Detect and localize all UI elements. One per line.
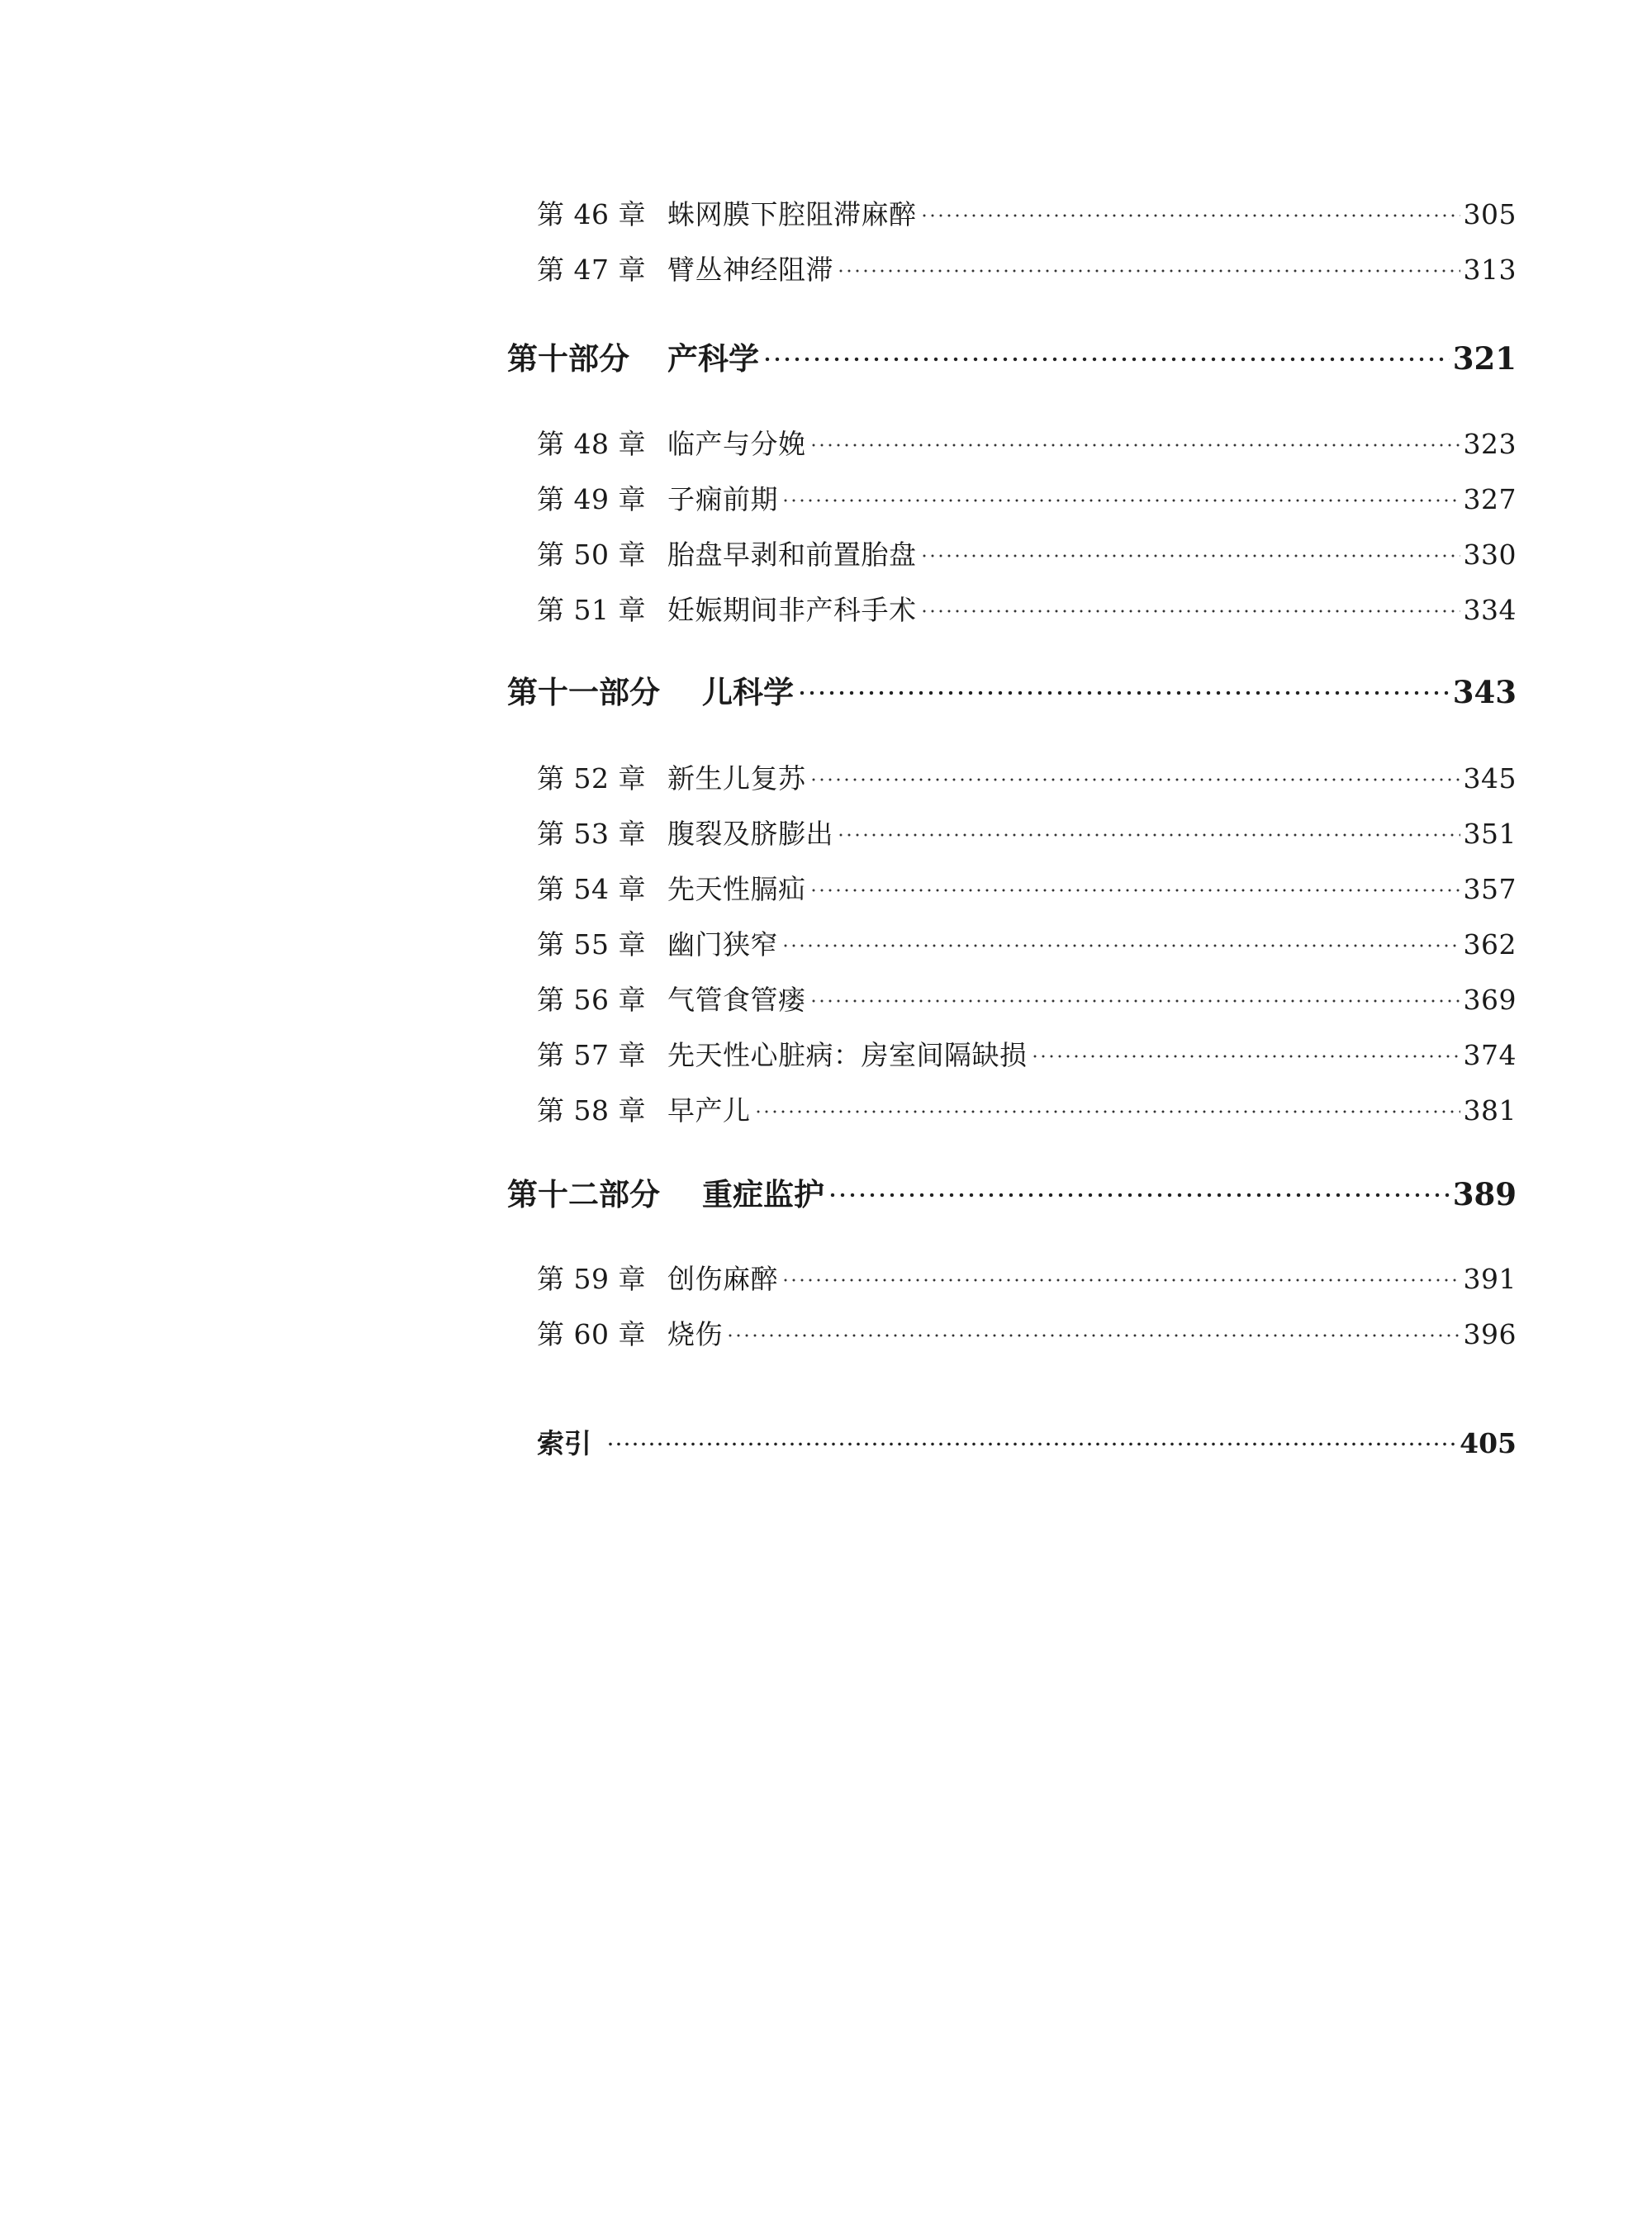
chapter-number: 第 51 章: [537, 594, 646, 626]
dot-leader: [1031, 1055, 1460, 1058]
dot-leader: [754, 1110, 1460, 1113]
page-number: 357: [1463, 873, 1517, 905]
toc-chapter-row[interactable]: [537, 193, 1517, 232]
chapter-title: 臂丛神经阻滞: [667, 254, 833, 286]
page-number: 362: [1463, 928, 1517, 961]
part-number: 第十部分: [507, 341, 629, 377]
toc-chapter-row[interactable]: [537, 249, 1517, 287]
toc-chapter-row[interactable]: [537, 478, 1517, 517]
chapter-number: 第 55 章: [537, 928, 646, 961]
toc-chapter-row[interactable]: [537, 868, 1517, 907]
chapter-title: 临产与分娩: [667, 428, 806, 460]
page-number: 313: [1463, 254, 1517, 286]
part-number: 第十一部分: [507, 675, 660, 710]
toc-part-row[interactable]: [507, 334, 1517, 378]
chapter-number: 第 50 章: [537, 538, 646, 571]
dot-leader: [920, 610, 1460, 613]
part-title: 儿科学: [702, 675, 794, 710]
chapter-title: 子痫前期: [667, 483, 778, 515]
dot-leader: [781, 1279, 1460, 1282]
dot-leader: [809, 778, 1460, 781]
page-number: 389: [1452, 1176, 1517, 1212]
chapter-number: 第 58 章: [537, 1094, 646, 1127]
chapter-number: 第 54 章: [537, 873, 646, 905]
chapter-title: 先天性膈疝: [667, 873, 806, 905]
part-title: 重症监护: [702, 1177, 824, 1212]
page-number: 330: [1463, 538, 1517, 571]
page-number: 321: [1452, 340, 1517, 377]
toc-chapter-row[interactable]: [537, 589, 1517, 628]
page-number: 323: [1463, 428, 1517, 460]
page-number: 343: [1452, 674, 1517, 710]
toc-chapter-row[interactable]: [537, 534, 1517, 572]
part-title: 产科学: [667, 341, 759, 377]
chapter-number: 第 49 章: [537, 483, 646, 515]
dot-leader: [837, 833, 1460, 837]
chapter-title: 幽门狭窄: [667, 928, 778, 961]
chapter-title: 妊娠期间非产科手术: [667, 594, 917, 626]
chapter-title: 蛛网膜下腔阻滞麻醉: [667, 198, 917, 230]
dot-leader: [920, 554, 1460, 557]
dot-leader: [797, 690, 1450, 695]
chapter-title: 气管食管瘘: [667, 984, 806, 1016]
page-number: 327: [1463, 483, 1517, 515]
index-title: 索引: [537, 1427, 591, 1459]
page-number: 345: [1463, 762, 1517, 795]
chapter-number: 第 48 章: [537, 428, 646, 460]
chapter-number: 第 56 章: [537, 984, 646, 1016]
dot-leader: [837, 269, 1460, 273]
dot-leader: [809, 444, 1460, 447]
toc-chapter-row[interactable]: [537, 1034, 1517, 1073]
chapter-number: 第 47 章: [537, 254, 646, 286]
toc-chapter-row[interactable]: [537, 1089, 1517, 1128]
toc-chapter-row[interactable]: [537, 813, 1517, 852]
toc-chapter-row[interactable]: [537, 979, 1517, 1018]
chapter-number: 第 46 章: [537, 198, 646, 230]
page-number: 305: [1463, 198, 1517, 230]
page-number: 405: [1460, 1427, 1517, 1459]
chapter-number: 第 59 章: [537, 1263, 646, 1295]
page-number: 391: [1463, 1263, 1517, 1295]
page-number: 369: [1463, 984, 1517, 1016]
chapter-title: 胎盘早剥和前置胎盘: [667, 538, 917, 571]
dot-leader: [762, 357, 1450, 362]
toc-part-row[interactable]: [507, 1169, 1517, 1214]
page-number: 334: [1463, 594, 1517, 626]
chapter-number: 第 53 章: [537, 818, 646, 850]
dot-leader: [726, 1334, 1460, 1337]
toc-chapter-row[interactable]: [537, 757, 1517, 796]
dot-leader: [781, 499, 1460, 502]
dot-leader: [809, 889, 1460, 892]
dot-leader: [606, 1442, 1456, 1446]
page-number: 351: [1463, 818, 1517, 850]
chapter-number: 第 52 章: [537, 762, 646, 795]
part-number: 第十二部分: [507, 1177, 660, 1212]
toc-chapter-row[interactable]: [537, 423, 1517, 462]
chapter-title: 腹裂及脐膨出: [667, 818, 833, 850]
toc-index-row[interactable]: [537, 1422, 1517, 1461]
dot-leader: [781, 944, 1460, 947]
chapter-title: 先天性心脏病：房室间隔缺损: [667, 1039, 1028, 1071]
dot-leader: [809, 999, 1460, 1003]
chapter-title: 早产儿: [667, 1094, 751, 1127]
dot-leader: [920, 214, 1460, 217]
dot-leader: [828, 1193, 1450, 1198]
chapter-title: 烧伤: [667, 1318, 723, 1350]
toc-chapter-row[interactable]: [537, 1258, 1517, 1297]
chapter-title: 创伤麻醉: [667, 1263, 778, 1295]
toc-chapter-row[interactable]: [537, 1313, 1517, 1352]
chapter-number: 第 60 章: [537, 1318, 646, 1350]
chapter-number: 第 57 章: [537, 1039, 646, 1071]
chapter-title: 新生儿复苏: [667, 762, 806, 795]
toc-chapter-row[interactable]: [537, 923, 1517, 962]
toc-part-row[interactable]: [507, 667, 1517, 712]
page-number: 381: [1463, 1094, 1517, 1127]
page-number: 396: [1463, 1318, 1517, 1350]
page-number: 374: [1463, 1039, 1517, 1071]
